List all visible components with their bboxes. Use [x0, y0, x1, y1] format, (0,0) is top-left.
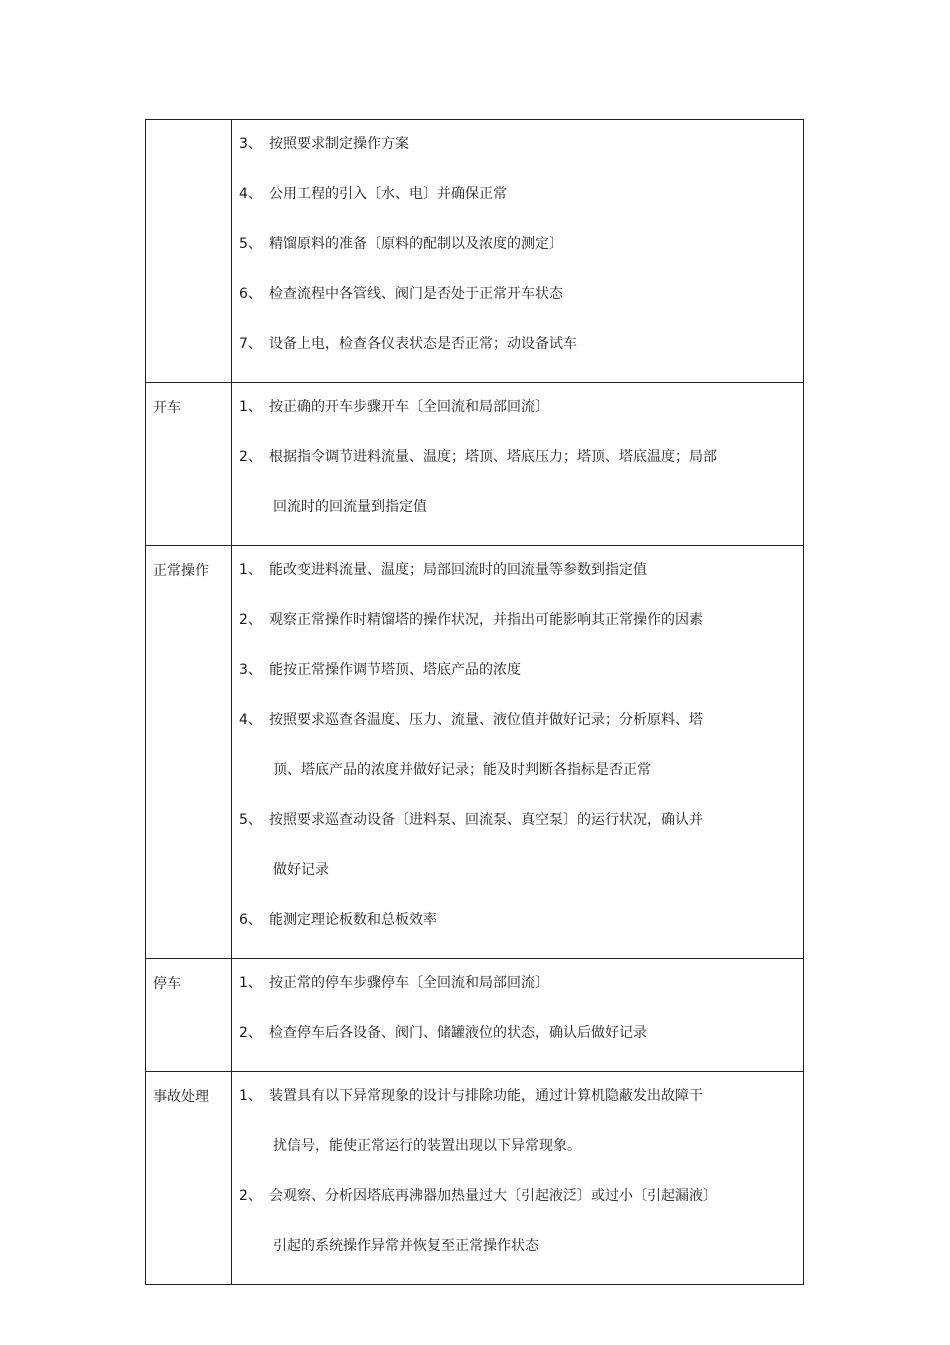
list-item — [239, 965, 803, 1015]
table-body — [146, 120, 804, 1285]
item-text: 会观察、分析因塔底再沸器加热量过大〔引起液泛〕或过小〔引起漏液〕 — [269, 1188, 717, 1204]
item-number: 6、 — [239, 912, 262, 928]
list-item — [239, 489, 803, 539]
row-label: 事故处理 — [146, 1072, 232, 1285]
item-text: 能测定理论板数和总板效率 — [269, 912, 437, 928]
list-item — [239, 702, 803, 752]
item-text: 按照要求巡查动设备〔进料泵、回流泵、真空泵〕的运行状况，确认并 — [269, 812, 703, 828]
item-number: 6、 — [239, 286, 262, 302]
item-number: 4、 — [239, 712, 262, 728]
list-item — [239, 852, 803, 902]
item-number: 1、 — [239, 562, 262, 578]
item-text: 能改变进料流量、温度；局部回流时的回流量等参数到指定值 — [269, 562, 647, 578]
row-content — [232, 959, 804, 1072]
list-item — [239, 176, 803, 226]
row-content — [232, 546, 804, 959]
list-item — [239, 902, 803, 952]
item-number: 3、 — [239, 136, 262, 152]
item-text: 做好记录 — [273, 862, 329, 878]
item-number: 2、 — [239, 612, 262, 628]
list-item — [239, 752, 803, 802]
row-label: 正常操作 — [146, 546, 232, 959]
list-item — [239, 1228, 803, 1278]
item-text: 检查流程中各管线、阀门是否处于正常开车状态 — [269, 286, 563, 302]
item-number: 7、 — [239, 336, 262, 352]
list-item — [239, 126, 803, 176]
list-item — [239, 439, 803, 489]
item-text: 按照要求制定操作方案 — [269, 136, 409, 152]
row-label: 开车 — [146, 383, 232, 546]
list-item — [239, 1015, 803, 1065]
item-number: 2、 — [239, 1025, 262, 1041]
list-item — [239, 389, 803, 439]
list-item — [239, 276, 803, 326]
item-number: 1、 — [239, 975, 262, 991]
item-text: 扰信号，能使正常运行的装置出现以下异常现象。 — [273, 1138, 581, 1154]
procedure-table — [145, 119, 804, 1285]
table-row — [146, 959, 804, 1072]
row-content — [232, 1072, 804, 1285]
item-text: 设备上电，检查各仪表状态是否正常；动设备试车 — [269, 336, 577, 352]
item-text: 按正确的开车步骤开车〔全回流和局部回流〕 — [269, 399, 549, 415]
list-item — [239, 802, 803, 852]
row-content — [232, 120, 804, 383]
item-text: 按正常的停车步骤停车〔全回流和局部回流〕 — [269, 975, 549, 991]
list-item — [239, 1178, 803, 1228]
list-item — [239, 1128, 803, 1178]
item-text: 顶、塔底产品的浓度并做好记录；能及时判断各指标是否正常 — [273, 762, 651, 778]
item-number: 3、 — [239, 662, 262, 678]
table-row — [146, 1072, 804, 1285]
table-row — [146, 383, 804, 546]
item-text: 按照要求巡查各温度、压力、流量、液位值并做好记录；分析原料、塔 — [269, 712, 703, 728]
item-text: 装置具有以下异常现象的设计与排除功能，通过计算机隐蔽发出故障干 — [269, 1088, 703, 1104]
table-row — [146, 546, 804, 959]
item-number: 5、 — [239, 236, 262, 252]
item-number: 1、 — [239, 1088, 262, 1104]
item-text: 根据指令调节进料流量、温度；塔顶、塔底压力；塔顶、塔底温度；局部 — [269, 449, 717, 465]
row-content — [232, 383, 804, 546]
item-text: 公用工程的引入〔水、电〕并确保正常 — [269, 186, 507, 202]
item-text: 引起的系统操作异常并恢复至正常操作状态 — [273, 1238, 539, 1254]
list-item — [239, 326, 803, 376]
item-text: 回流时的回流量到指定值 — [273, 499, 427, 515]
item-text: 能按正常操作调节塔顶、塔底产品的浓度 — [269, 662, 521, 678]
row-label — [146, 120, 232, 383]
row-label: 停车 — [146, 959, 232, 1072]
list-item — [239, 552, 803, 602]
item-number: 2、 — [239, 449, 262, 465]
item-text: 精馏原料的准备〔原料的配制以及浓度的测定〕 — [269, 236, 563, 252]
list-item — [239, 226, 803, 276]
list-item — [239, 1078, 803, 1128]
table-row — [146, 120, 804, 383]
item-number: 5、 — [239, 812, 262, 828]
item-number: 4、 — [239, 186, 262, 202]
item-number: 2、 — [239, 1188, 262, 1204]
item-text: 观察正常操作时精馏塔的操作状况，并指出可能影响其正常操作的因素 — [269, 612, 703, 628]
item-number: 1、 — [239, 399, 262, 415]
list-item — [239, 602, 803, 652]
list-item — [239, 652, 803, 702]
item-text: 检查停车后各设备、阀门、储罐液位的状态，确认后做好记录 — [269, 1025, 647, 1041]
